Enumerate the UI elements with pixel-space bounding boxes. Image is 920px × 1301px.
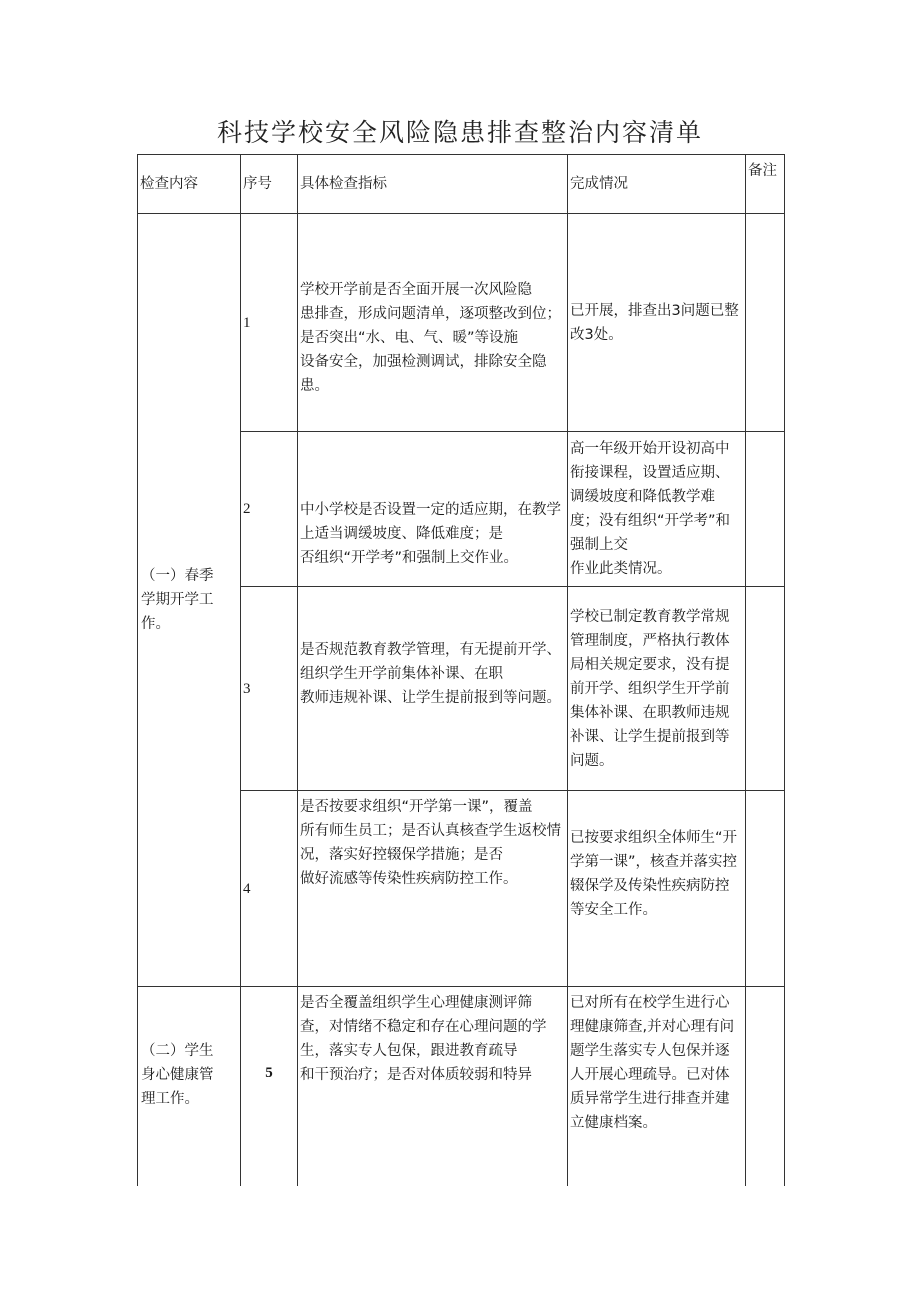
status-cell: 已对所有在校学生进行心理健康筛查,并对心理有问题学生落实专人包保并逐人开展心理疏导。已对体质异常学生进行排查并建立健康档案。 bbox=[568, 987, 746, 1186]
indicator-cell: 是否规范教育教学管理，有无提前开学、组织学生开学前集体补课、在职 教师违规补课、让学生提前报到等问题。 bbox=[298, 587, 568, 791]
indicator-cell: 学校开学前是否全面开展一次风险隐 患排查，形成问题清单，逐项整改到位；是否突出“水、电、气、暖”等设施 设备安全，加强检测调试，排除安全隐患。 bbox=[298, 214, 568, 432]
header-index: 序号 bbox=[241, 155, 298, 214]
remark-cell bbox=[746, 587, 785, 791]
header-status: 完成情况 bbox=[568, 155, 746, 214]
status-cell: 已开展，排查出3问题已整改3处。 bbox=[568, 214, 746, 432]
table-row bbox=[138, 987, 785, 1186]
page-title: 科技学校安全风险隐患排查整治内容清单 bbox=[216, 118, 703, 147]
indicator-cell: 是否按要求组织“开学第一课”，覆盖 所有师生员工；是否认真核查学生返校情况，落实好控辍保学措施；是否 做好流感等传染性疾病防控工作。 bbox=[298, 791, 568, 987]
row-index: 1 bbox=[241, 214, 298, 432]
row-index: 2 bbox=[241, 432, 298, 587]
status-cell: 已按要求组织全体师生“开学第一课”，核查并落实控辍保学及传染性疾病防控等安全工作。 bbox=[568, 791, 746, 987]
table-header-row bbox=[138, 155, 785, 214]
category-cell: （二）学生 身心健康管 理工作。 bbox=[138, 987, 241, 1186]
remark-cell bbox=[746, 432, 785, 587]
remark-cell bbox=[746, 791, 785, 987]
table-row bbox=[138, 214, 785, 432]
remark-cell bbox=[746, 214, 785, 432]
row-index: 3 bbox=[241, 587, 298, 791]
remark-cell bbox=[746, 987, 785, 1186]
category-cell: （一）春季 学期开学工 作。 bbox=[138, 214, 241, 987]
header-category: 检查内容 bbox=[138, 155, 241, 214]
row-index: 5 bbox=[241, 987, 298, 1186]
indicator-cell: 是否全覆盖组织学生心理健康测评筛 查，对情绪不稳定和存在心理问题的学生，落实专人包保，跟进教育疏导 和干预治疗；是否对体质较弱和特异 bbox=[298, 987, 568, 1186]
indicator-cell: 中小学校是否设置一定的适应期，在教学上适当调缓坡度、降低难度；是 否组织“开学考”和强制上交作业。 bbox=[298, 432, 568, 587]
header-remark: 备注 bbox=[746, 155, 785, 214]
status-cell: 学校已制定教育教学常规管理制度，严格执行教体局相关规定要求，没有提前开学、组织学生开学前集体补课、在职教师违规补课、让学生提前报到等问题。 bbox=[568, 587, 746, 791]
header-indicator: 具体检查指标 bbox=[298, 155, 568, 214]
inspection-table bbox=[137, 154, 785, 1186]
row-index: 4 bbox=[241, 791, 298, 987]
status-cell: 高一年级开始开设初高中衔接课程，设置适应期、调缓坡度和降低教学难度；没有组织“开学考”和强制上交 作业此类情况。 bbox=[568, 432, 746, 587]
